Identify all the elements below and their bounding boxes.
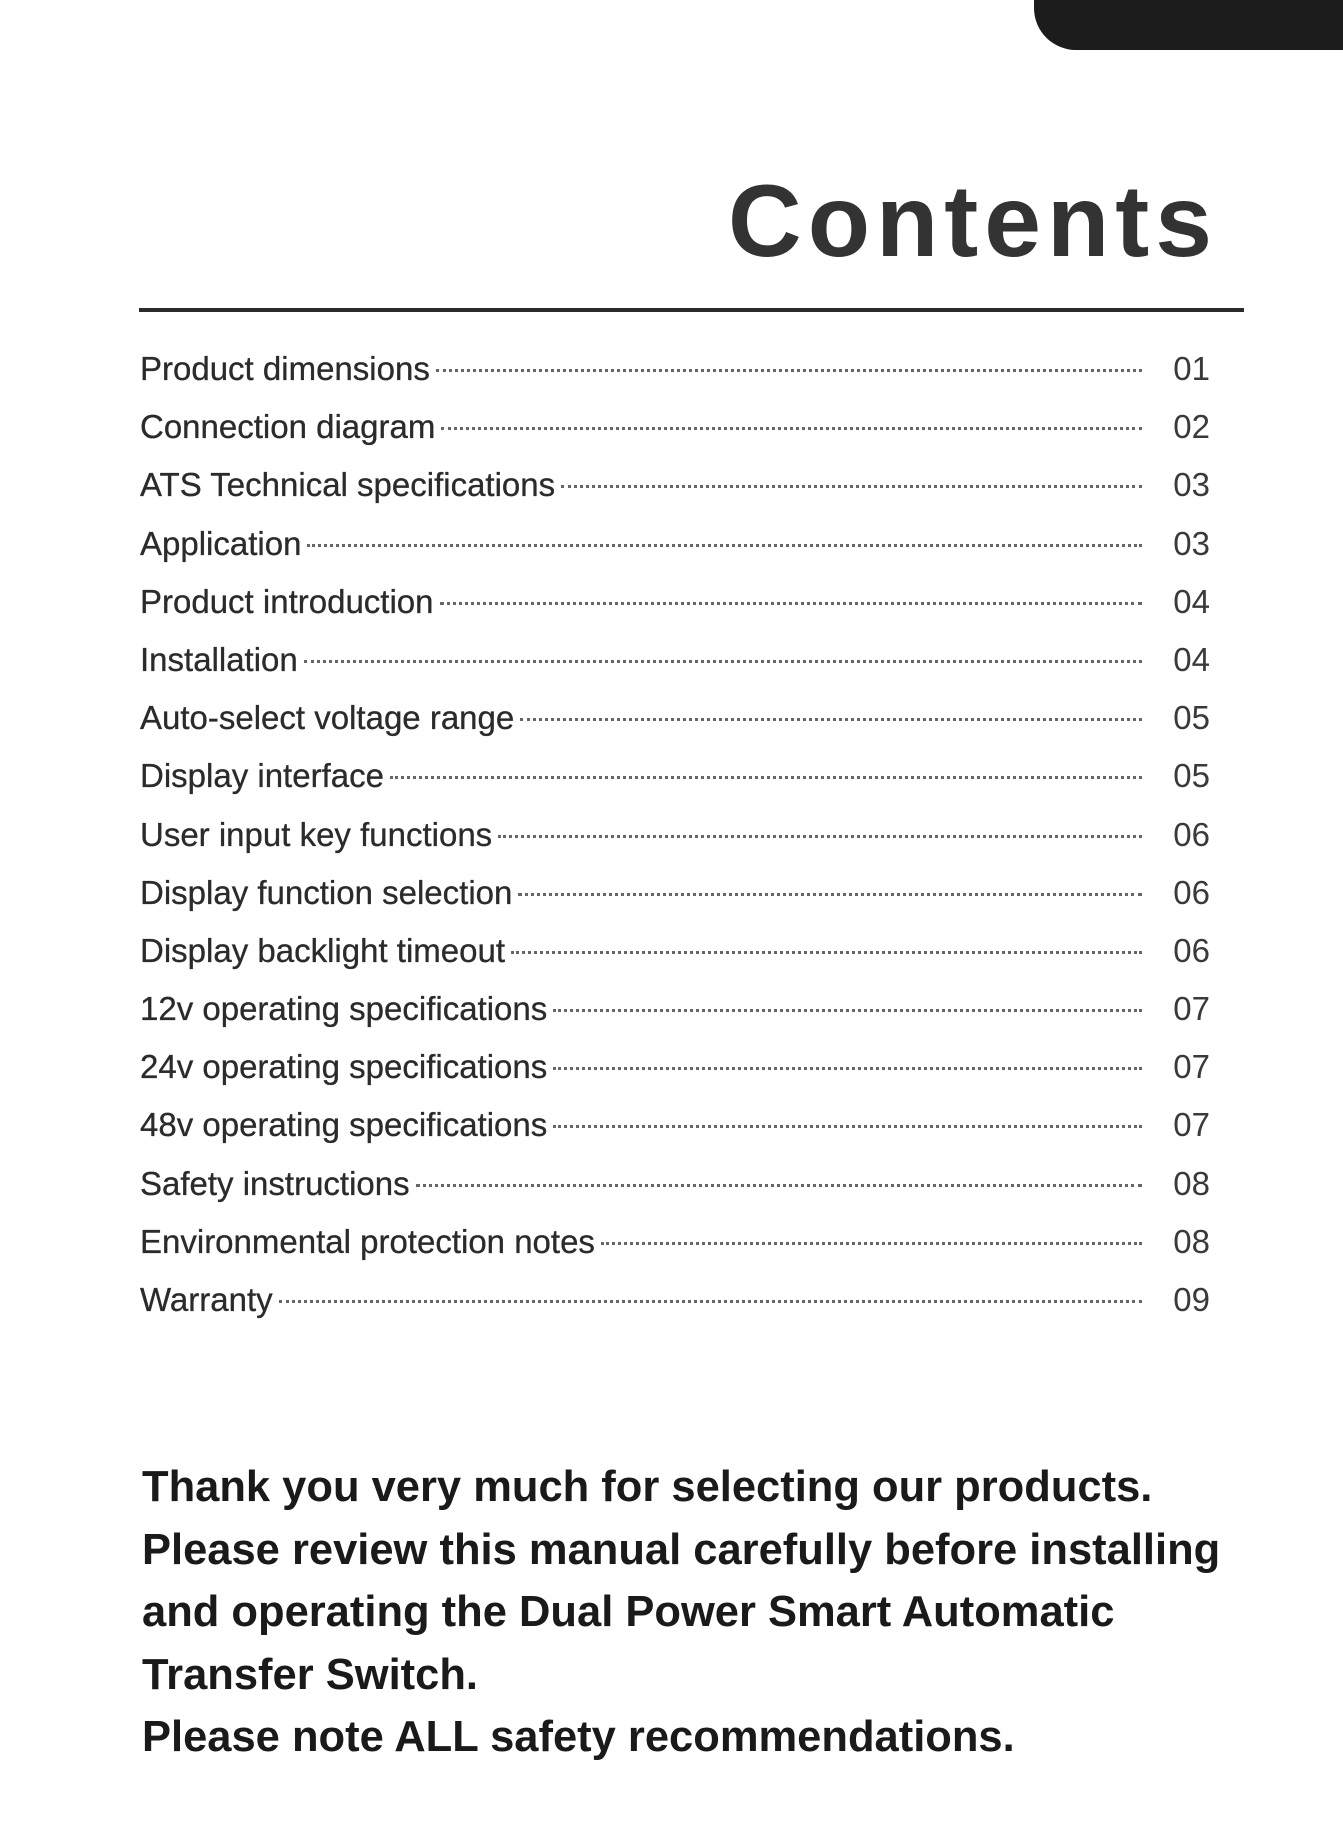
toc-entry-label: Auto-select voltage range [140, 699, 515, 737]
toc-entry[interactable] [140, 1048, 1210, 1106]
toc-entry-label: Product dimensions [140, 350, 430, 387]
toc-entry-page: 03 [1173, 524, 1210, 562]
toc-entry[interactable] [140, 350, 1210, 408]
toc-entry-page: 06 [1173, 931, 1210, 969]
toc-entry-label: 24v operating specifications [140, 1048, 548, 1086]
toc-leader-dots [390, 776, 1142, 779]
toc-leader-dots [561, 485, 1142, 488]
closing-line: Please review this manual carefully before installing [142, 1525, 1221, 1574]
toc-entry[interactable] [140, 1223, 1210, 1281]
toc-entry-page: 05 [1173, 699, 1210, 737]
toc-entry-label: Display interface [140, 757, 384, 795]
toc-entry-label: ATS Technical specifications [140, 466, 556, 504]
toc-leader-dots [511, 951, 1142, 954]
toc-leader-dots [436, 369, 1142, 372]
toc-leader-dots [553, 1009, 1142, 1012]
toc-entry[interactable] [140, 583, 1210, 641]
toc-entry-page: 09 [1173, 1281, 1210, 1318]
closing-line: Thank you very much for selecting our products. [142, 1463, 1153, 1511]
toc-entry-label: Application [140, 524, 302, 562]
toc-entry-page: 07 [1173, 1048, 1210, 1086]
corner-tab-decoration [1034, 0, 1343, 50]
toc-entry[interactable] [140, 990, 1210, 1048]
toc-entry[interactable] [140, 757, 1210, 815]
toc-entry[interactable] [140, 1281, 1210, 1339]
toc-entry[interactable] [140, 1165, 1210, 1223]
toc-entry-label: 12v operating specifications [140, 990, 548, 1028]
toc-entry-page: 05 [1173, 757, 1210, 795]
toc-entry-page: 07 [1173, 990, 1210, 1028]
toc-entry-page: 08 [1173, 1222, 1210, 1260]
table-of-contents [140, 350, 1210, 1339]
toc-entry-page: 01 [1173, 350, 1210, 387]
toc-leader-dots [553, 1125, 1142, 1128]
closing-line: Please note ALL safety recommendations. [142, 1713, 1015, 1761]
toc-entry[interactable] [140, 1106, 1210, 1164]
toc-entry[interactable] [140, 874, 1210, 932]
toc-entry[interactable] [140, 932, 1210, 990]
toc-entry[interactable] [140, 525, 1210, 583]
toc-entry[interactable] [140, 641, 1210, 699]
toc-entry-label: 48v operating specifications [140, 1106, 548, 1144]
toc-leader-dots [553, 1067, 1142, 1070]
toc-leader-dots [307, 544, 1142, 547]
toc-entry[interactable] [140, 816, 1210, 874]
toc-leader-dots [498, 835, 1142, 838]
toc-entry-page: 07 [1173, 1106, 1210, 1144]
toc-entry-label: Product introduction [140, 582, 434, 620]
toc-leader-dots [279, 1300, 1142, 1303]
closing-line: Transfer Switch. [142, 1650, 479, 1699]
toc-entry[interactable] [140, 699, 1210, 757]
toc-leader-dots [601, 1242, 1142, 1245]
toc-entry-page: 02 [1173, 408, 1210, 446]
closing-line: and operating the Dual Power Smart Automatic [142, 1588, 1115, 1636]
toc-entry-page: 08 [1173, 1164, 1210, 1202]
closing-message [142, 1456, 1292, 1769]
toc-entry-label: Safety instructions [140, 1164, 410, 1202]
page-title: Contents [728, 164, 1218, 278]
toc-entry[interactable] [140, 466, 1210, 524]
toc-leader-dots [416, 1184, 1142, 1187]
toc-entry-label: Installation [140, 640, 298, 678]
toc-entry[interactable] [140, 408, 1210, 466]
toc-entry-page: 06 [1173, 873, 1210, 911]
toc-leader-dots [441, 427, 1142, 430]
toc-leader-dots [304, 660, 1142, 663]
toc-entry-label: Environmental protection notes [140, 1222, 595, 1260]
toc-entry-label: Warranty [140, 1281, 273, 1318]
toc-entry-label: User input key functions [140, 815, 493, 853]
toc-entry-label: Display backlight timeout [140, 931, 505, 969]
toc-entry-label: Display function selection [140, 873, 513, 911]
toc-entry-page: 04 [1173, 640, 1210, 678]
toc-leader-dots [518, 893, 1142, 896]
title-divider [139, 308, 1244, 312]
toc-entry-page: 04 [1173, 582, 1210, 620]
toc-entry-label: Connection diagram [140, 408, 436, 446]
toc-leader-dots [440, 602, 1142, 605]
toc-entry-page: 06 [1173, 815, 1210, 853]
toc-entry-page: 03 [1173, 466, 1210, 504]
toc-leader-dots [520, 718, 1142, 721]
